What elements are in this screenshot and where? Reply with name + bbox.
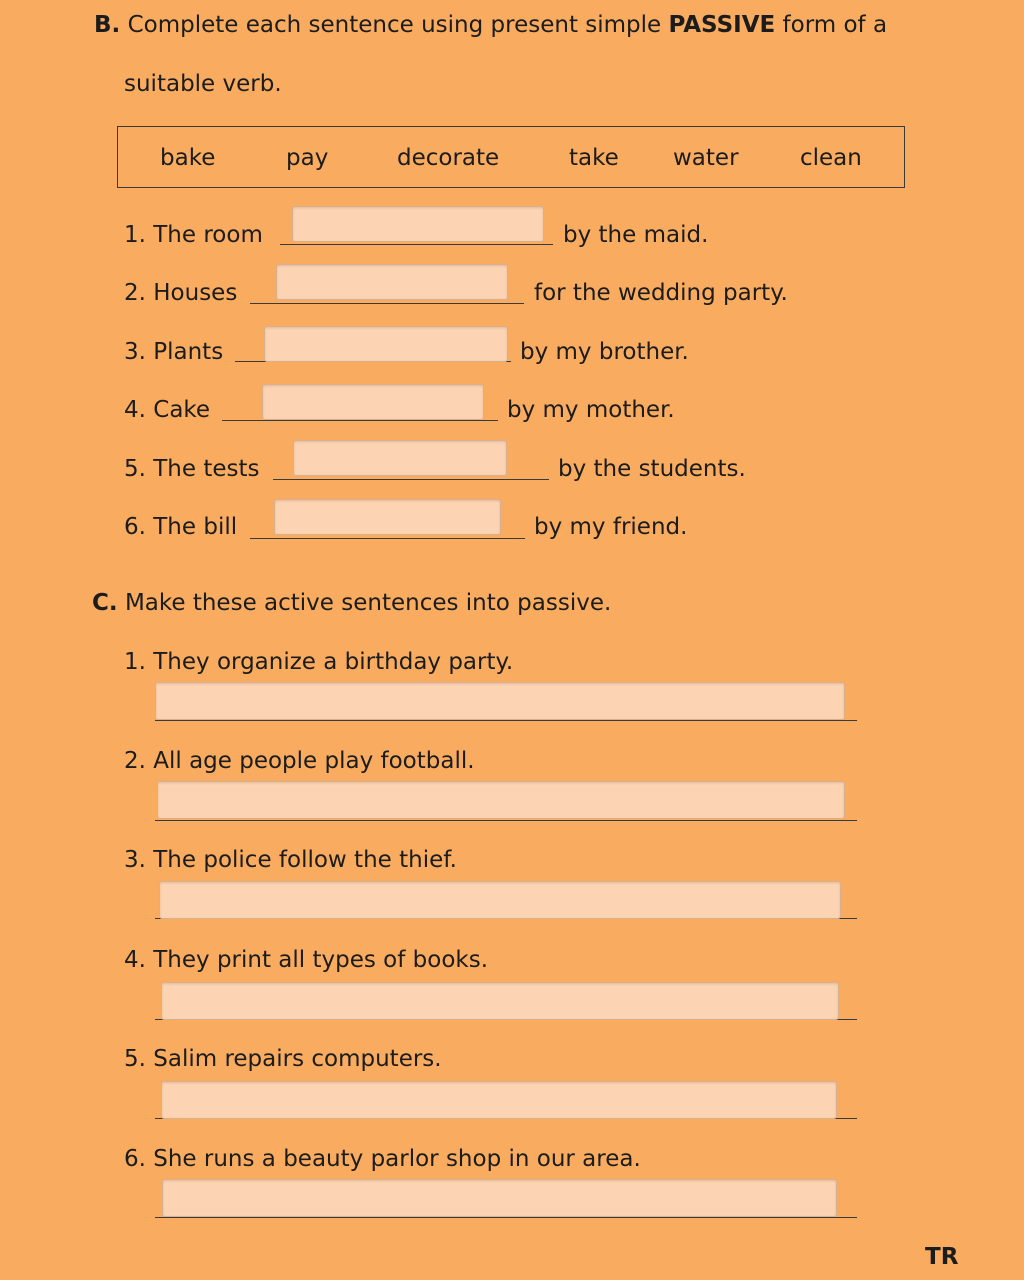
word-bank-item: pay (286, 145, 329, 171)
fill-answer-box-4[interactable] (262, 384, 484, 420)
fill-answer-box-2[interactable] (276, 264, 508, 300)
answer-underline (250, 303, 524, 304)
fill-answer-box-1[interactable] (292, 206, 544, 242)
active-sentence-prompt: 3. The police follow the thief. (124, 847, 457, 873)
active-sentence-prompt: 4. They print all types of books. (124, 947, 489, 973)
answer-underline (155, 1217, 857, 1218)
fill-answer-box-5[interactable] (293, 440, 507, 476)
fill-item-before: 4. Cake (124, 397, 211, 423)
fill-item-after: by the maid. (563, 222, 709, 248)
active-sentence-prompt: 5. Salim repairs computers. (124, 1046, 442, 1072)
active-sentence-prompt: 6. She runs a beauty parlor shop in our area. (124, 1146, 641, 1172)
fill-item-after: by my friend. (534, 514, 688, 540)
fill-item-after: for the wedding party. (534, 280, 788, 306)
section-b-instruction-bold: PASSIVE (668, 12, 776, 38)
fill-item-before: 1. The room (124, 222, 263, 248)
section-c-marker: C. (92, 590, 118, 616)
passive-answer-box-4[interactable] (161, 982, 839, 1020)
word-bank-item: take (569, 145, 619, 171)
fill-answer-box-6[interactable] (274, 499, 501, 535)
fill-item-before: 2. Houses (124, 280, 238, 306)
passive-answer-box-3[interactable] (159, 881, 841, 919)
answer-underline (273, 479, 549, 480)
word-bank-item: water (673, 145, 739, 171)
fill-item-after: by the students. (558, 456, 746, 482)
fill-item-after: by my mother. (507, 397, 675, 423)
section-b-marker: B. (94, 12, 121, 38)
word-bank-item: bake (160, 145, 216, 171)
fill-item-after: by my brother. (520, 339, 689, 365)
section-c-instruction: Make these active sentences into passive. (124, 590, 612, 616)
word-bank-item: clean (800, 145, 862, 171)
fill-item-before: 6. The bill (124, 514, 238, 540)
answer-underline (155, 720, 857, 721)
fill-item-before: 3. Plants (124, 339, 224, 365)
word-bank-item: decorate (397, 145, 500, 171)
section-b-instruction-line2: suitable verb. (124, 71, 282, 97)
fill-answer-box-3[interactable] (264, 326, 508, 362)
passive-answer-box-6[interactable] (162, 1179, 837, 1217)
active-sentence-prompt: 2. All age people play football. (124, 748, 475, 774)
answer-underline (280, 244, 553, 245)
active-sentence-prompt: 1. They organize a birthday party. (124, 649, 514, 675)
section-b-heading (94, 11, 887, 39)
passive-answer-box-5[interactable] (161, 1081, 837, 1119)
footer-tag: TR (925, 1244, 959, 1270)
answer-underline (222, 420, 498, 421)
word-bank (117, 126, 905, 188)
answer-underline (250, 538, 525, 539)
passive-answer-box-1[interactable] (155, 682, 845, 720)
section-b-instruction-pre: Complete each sentence using present simple (127, 12, 669, 38)
answer-underline (155, 820, 857, 821)
passive-answer-box-2[interactable] (157, 781, 845, 819)
fill-item-before: 5. The tests (124, 456, 260, 482)
section-b-instruction-post: form of a (775, 12, 888, 38)
section-c-heading (92, 589, 611, 617)
